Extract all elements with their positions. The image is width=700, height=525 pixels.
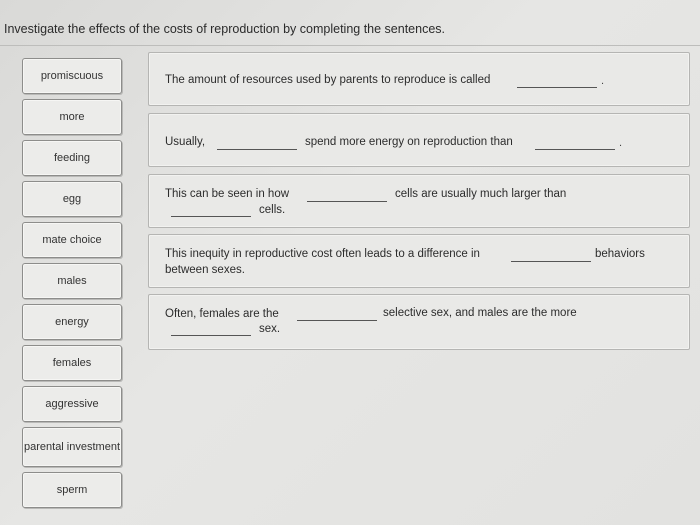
- instruction-text: Investigate the effects of the costs of reproduction by completing the sentences.: [4, 22, 446, 36]
- sentence-4-text-b: behaviors: [595, 248, 645, 260]
- sentence-3-text-b: cells are usually much larger than: [395, 188, 567, 200]
- sentence-3-text-a: This can be seen in how: [165, 188, 290, 200]
- sentence-5-blank-1[interactable]: [297, 320, 377, 321]
- sentence-1-period: .: [601, 75, 605, 87]
- sentence-4-text-a: This inequity in reproductive cost often leads to a difference in: [165, 248, 480, 260]
- sentence-1-text: The amount of resources used by parents to reproduce is called: [165, 74, 491, 86]
- sentence-2-text-b: spend more energy on reproduction than: [305, 136, 513, 148]
- sentence-5-text-c: sex.: [259, 323, 281, 335]
- sentence-5-text-a: Often, females are the: [165, 308, 279, 320]
- word-chip-males[interactable]: males: [22, 263, 122, 299]
- word-chip-aggressive[interactable]: aggressive: [22, 386, 122, 422]
- sentence-5-blank-2[interactable]: [171, 335, 251, 336]
- word-chip-egg[interactable]: egg: [22, 181, 122, 217]
- sentence-3-text-c: cells.: [259, 204, 286, 216]
- word-chip-promiscuous[interactable]: promiscuous: [22, 58, 122, 94]
- sentence-3-blank-1[interactable]: [307, 201, 387, 202]
- sentence-box-2: [148, 113, 690, 167]
- sentence-4-text-c: between sexes.: [165, 264, 245, 276]
- sentence-1-blank-1[interactable]: [517, 87, 597, 88]
- sentence-3-blank-2[interactable]: [171, 216, 251, 217]
- sentence-box-3: [148, 174, 690, 228]
- sentence-4-blank-1[interactable]: [511, 261, 591, 262]
- word-chip-energy[interactable]: energy: [22, 304, 122, 340]
- word-chip-females[interactable]: females: [22, 345, 122, 381]
- word-chip-feeding[interactable]: feeding: [22, 140, 122, 176]
- sentence-2-period: .: [619, 137, 623, 149]
- divider: [0, 45, 700, 46]
- sentence-5-text-b: selective sex, and males are the more: [383, 307, 577, 319]
- sentence-box-1: [148, 52, 690, 106]
- sentence-2-blank-1[interactable]: [217, 149, 297, 150]
- sentence-2-blank-2[interactable]: [535, 149, 615, 150]
- word-chip-more[interactable]: more: [22, 99, 122, 135]
- sentence-box-4: [148, 234, 690, 288]
- word-chip-parental-investment[interactable]: parental investment: [22, 427, 122, 467]
- sentence-2-text-a: Usually,: [165, 136, 206, 148]
- word-chip-mate-choice[interactable]: mate choice: [22, 222, 122, 258]
- word-chip-sperm[interactable]: sperm: [22, 472, 122, 508]
- sentence-box-5: [148, 294, 690, 350]
